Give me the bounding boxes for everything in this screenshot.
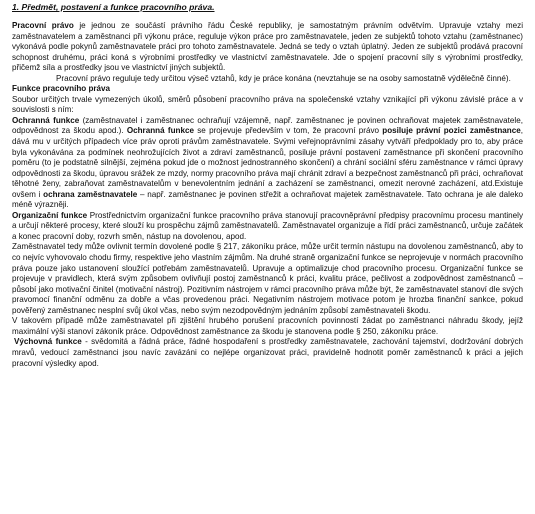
protective-text-4: – např. zaměstnanec je povinen střežit a ochraňovat majetek zaměstnavatele. Tato ochrana je ale daleko méně výrazněji. [12,189,523,210]
intro-paragraph [12,21,523,74]
protective-term-3: posiluje právní pozici zaměstnance [382,126,521,136]
organizational-paragraph-3: V takovém případě může zaměstnavatel při zjištění hrubého porušení pracovních povinností žádat po zaměstnanci náhradu škody, jejíž maximální výši stanoví zákoník práce. Odpovědnost zaměstnance za škodu je stanovena podle § 250, zákoníku práce. [12,316,523,336]
organizational-paragraph-2: Zaměstnavatel tedy může ovlivnit termín dovolené podle § 217, zákoníku práce, může určit termín nástupu na dovolenou zaměstnanců, aby to co nejvíc vyhovovalo chodu firmy, respektive jeho vlastním zájmům. Na druhé straně organizační funkce se neprojevuje v normách pracovního práva pouze jako ustanovení sloužící potřebám zaměstnavatelů. Upravuje a optimalizuje chod pracovního procesu. Organizační funkce se projevuje v pravidlech, která svým způsobem ovlivňují postoj zaměstnanců k práci, kvalitu práce, pečlivost a zodpovědnost zaměstnanců – působí jako motivační činitel (motivační nástroj). Pozitivním nástrojem v rámci pracovního práva může být, že zaměstnavatel stanoví dle svých pravomocí finanční odměnu za dobře a včas provedenou práci. Negativním nástrojem motivace potom je hrozba finanční sankce, pokud pověřený zaměstnanec nesplní svůj úkol včas, nebo svým nezodpovědným jednáním způsobí zaměstnavateli škodu. [12,242,523,315]
educational-term: Výchovná funkce [14,337,82,347]
intro-text: je jednou ze součástí právního řádu České republiky, je samostatným právním odvětvím. Upravuje vztahy mezi zaměstnavatelem a zaměstnanci při výkonu práce, reguluje výkon práce pro zaměstnavatele, jeden ze subjektů tohoto vztahu (zaměstnanec) vykonává podle pokynů zaměstnavatele práci pro tohoto zaměstnavatele. Jedná se tedy o vztah úplatný. Jeden ze subjektů prodává pracovní schopnost druhému, práci koná s výrobními prostředky ve vlastnictví zaměstnavatele. Jde o spojení pracovní síly s výrobními prostředky, přičemž síla a prostředky jsou ve vlastnictví jiných subjektů. [12,21,523,73]
protective-text-1: (zaměstnavatel i zaměstnanec ochraňují vzájemně, např. zaměstnanec je povinen ochraňovat majetek zaměstnavatele, odpovědnost za škodu apod.). [12,115,523,136]
protective-term-4: ochrana zaměstnavatele [43,189,138,199]
organizational-text-1: Prostřednictvím organizační funkce pracovního práva stanovují pracovněprávní předpisy pracovnímu procesu mantinely a určují některé procesy, které slouží ku prospěchu zájmů zaměstnavatelů. Zaměstnavatel organizuje a řídí práci zaměstnanců, určuje začátek a konec pracovní doby, rozvrh směn, nástup na dovolenou, apod. [12,210,523,241]
educational-function-paragraph [12,337,523,369]
functions-title-text: Funkce pracovního práva [12,84,111,94]
intro-term: Pracovní právo [12,21,74,30]
organizational-term: Organizační funkce [12,210,88,220]
protective-text-2: se projevuje především v tom, že pracovní právo [193,126,383,136]
protective-term-2: Ochranná funkce [126,126,194,136]
organizational-function-paragraph [12,211,523,243]
scope-paragraph: Pracovní právo reguluje tedy určitou výseč vztahů, kdy je práce konána (nevztahuje se na osoby samostatně výdělečně činné). [56,73,511,83]
functions-intro: Soubor určitých trvale vymezených úkolů, směrů působení pracovního práva na společenské vztahy vznikající při výkonu závislé práce a v souvislosti s ním: [12,94,523,115]
section-heading: 1. Předmět, postavení a funkce pracovního práva. [12,2,215,12]
protective-text-3: , dává mu v určitých případech více práv oproti právům zaměstnavatele. Svými veřejnoprávními zásahy vytváří předpoklady pro to, aby práce byla vykonávána za podmínek neohrožujících život a zdraví zaměstnanců, posiluje právní postavení zaměstnance při skončení pracovního poměru (to je podstatně silnější, zejména pokud jde o možnost jednostranného skončení) a chrání sociální sféru zaměstnance v rámci úpravy odpovědnosti za škodu, úpravou srážek ze mzdy, normy pracovního práva mají chránit zdraví a bezpečnost zaměstnanců při práci, ochraňovat těhotné ženy, zabraňovat zaměstnavatelům v benevolentním jednání a zacházení se zaměstnanci, omezit nerovné zacházení, atd.Existuje ovšem i [12,126,524,199]
functions-title [12,84,523,95]
protective-term: Ochranná funkce [12,115,80,125]
educational-text: - svědomitá a řádná práce, řádné hospodaření s prostředky zaměstnavatele, zachování tajemství, dodržování dobrých mravů, vedoucí zaměstnanci jsou navíc zavázáni co nejlépe organizovat práci, pravidelně hodnotit poměr zaměstnanců k práci a jejich pracovní výsledky apod. [12,337,523,368]
protective-function-paragraph [12,116,523,211]
